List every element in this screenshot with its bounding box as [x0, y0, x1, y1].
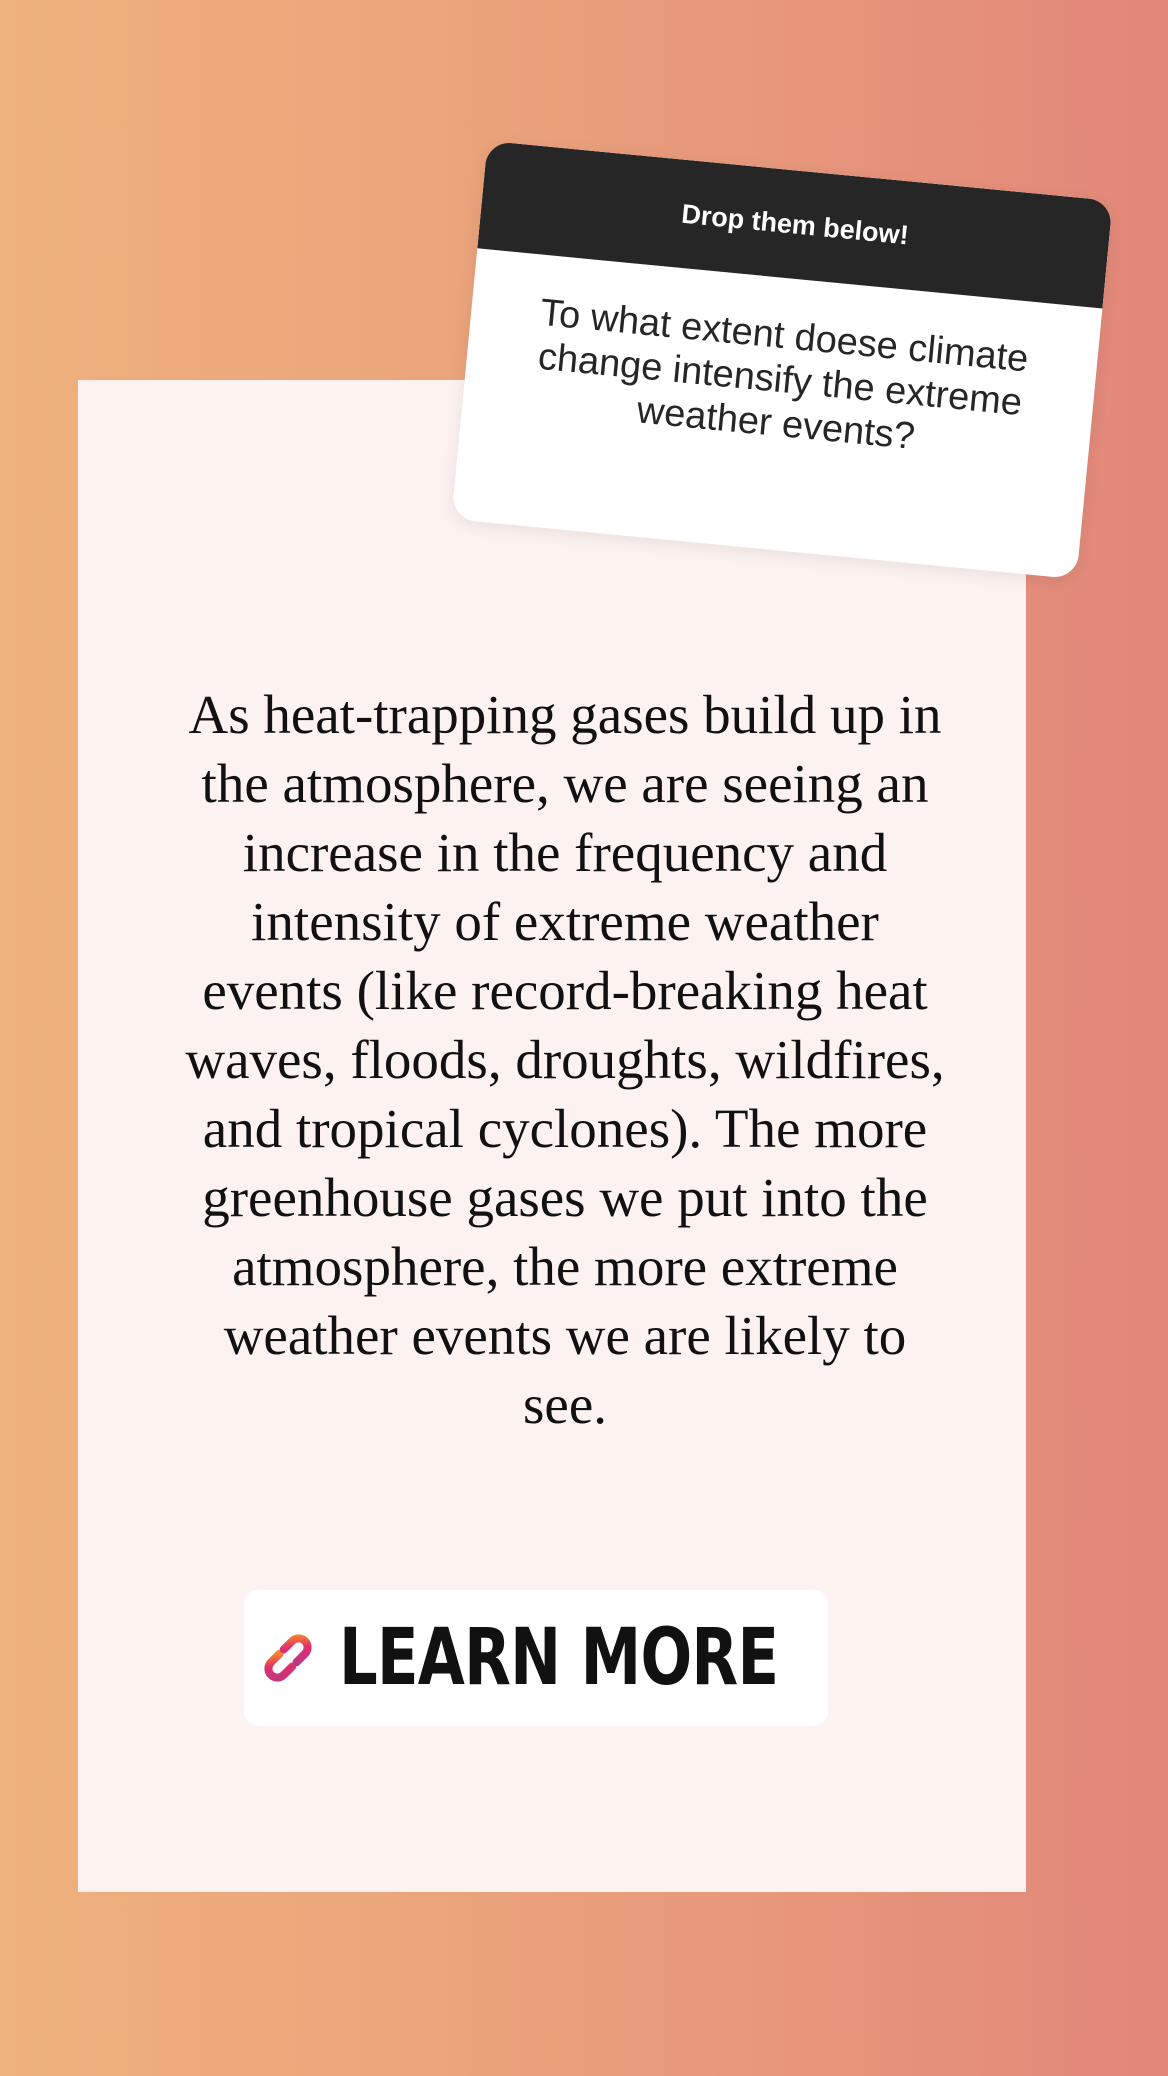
link-icon: [255, 1625, 321, 1691]
sticker-prompt: Drop them below!: [477, 141, 1112, 309]
sticker-question-text: To what extent doese climate change intensify the extreme weather events?: [536, 291, 1031, 458]
learn-more-label: LEARN MORE: [339, 1613, 779, 1703]
question-sticker[interactable]: [451, 141, 1113, 579]
learn-more-link-sticker[interactable]: [244, 1590, 828, 1726]
story-body-text: As heat-trapping gases build up in the atmosphere, we are seeing an increase in the frequency and intensity of extreme weather events (like record-breaking heat waves, floods, droughts, wildfires, and tropical cyclones). The more greenhouse gases we put into the atmosphere, the more extreme weather events we are likely to see.: [185, 684, 945, 1435]
